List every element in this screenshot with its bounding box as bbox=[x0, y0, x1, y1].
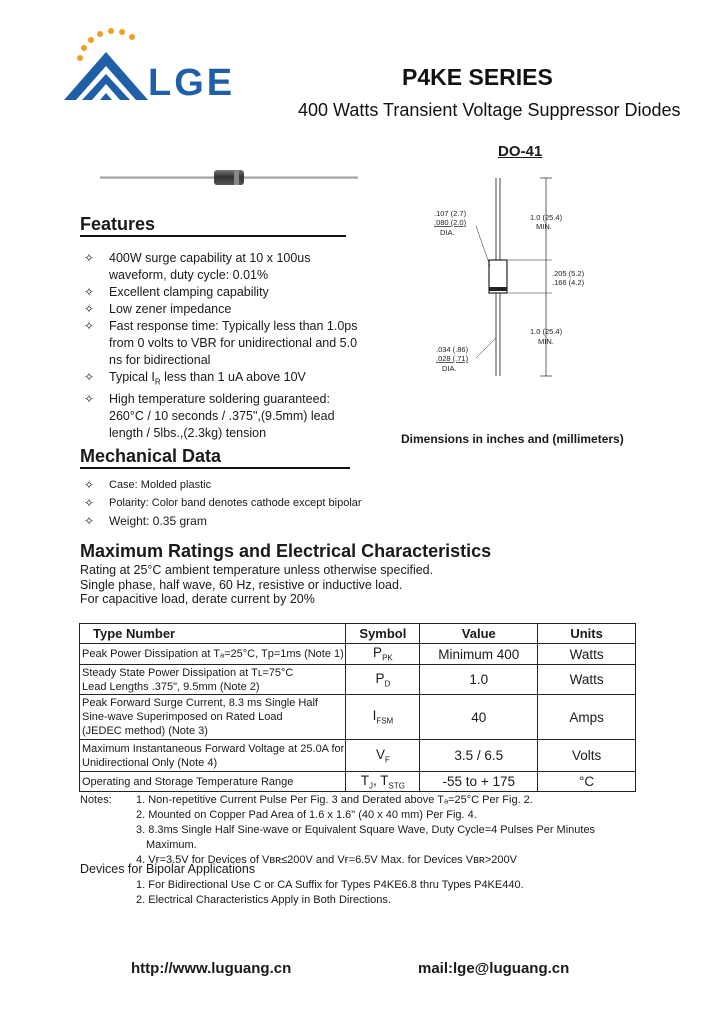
row-unit: Amps bbox=[538, 695, 636, 740]
note-item: 2. Mounted on Copper Pad Area of 1.6 x 1.6" (40 x 40 mm) Per Fig. 4. bbox=[136, 809, 477, 821]
bipolar-item: 2. Electrical Characteristics Apply in Both Directions. bbox=[136, 893, 391, 906]
row-unit: Watts bbox=[538, 665, 636, 695]
row-description: Steady State Power Dissipation at Tʟ=75°C Lead Lengths .375", 9.5mm (Note 2) bbox=[80, 665, 346, 695]
row-value: 40 bbox=[420, 695, 538, 740]
rating-line: Single phase, half wave, 60 Hz, resistive or inductive load. bbox=[80, 577, 403, 592]
table-row bbox=[80, 695, 636, 740]
note-item: 1. Non-repetitive Current Pulse Per Fig. 3 and Derated above Tₐ=25°C Per Fig. 2. bbox=[136, 794, 533, 806]
rating-line: For capacitive load, derate current by 20% bbox=[80, 592, 315, 606]
feature-item: ✧ Low zener impedance bbox=[84, 302, 232, 316]
row-value: 1.0 bbox=[420, 665, 538, 695]
dim-body-len-top: .205 (5.2) bbox=[552, 269, 585, 278]
mechanical-item: ✧ Case: Molded plastic bbox=[84, 478, 212, 492]
notes-label: Notes: bbox=[80, 794, 112, 806]
row-value: Minimum 400 bbox=[420, 644, 538, 665]
feature-item: ✧ High temperature soldering guaranteed: 260°C / 10 seconds / .375",(9.5mm) lead length / 5lbs.,(2.3kg) tension bbox=[84, 391, 335, 440]
features-list bbox=[84, 250, 364, 442]
feature-item: ✧ Fast response time: Typically less than 1.0ps from 0 volts to VBR for unidirectional and 5.0 ns for bidirectional bbox=[84, 319, 358, 367]
diamond-bullet-icon: ✧ bbox=[84, 251, 95, 265]
mechanical-list bbox=[84, 476, 384, 530]
footer-website-link[interactable]: http://www.luguang.cn bbox=[131, 960, 292, 977]
dim-lead-len-bottom: 1.0 (25.4) bbox=[530, 327, 563, 336]
mechanical-item: ✧ Weight: 0.35 gram bbox=[84, 514, 207, 528]
diamond-bullet-icon: ✧ bbox=[84, 478, 95, 492]
dim-dia-label-bottom: DIA. bbox=[442, 364, 457, 373]
dim-wire-dia-bottom: .028 (.71) bbox=[436, 354, 469, 363]
dim-min-bottom: MIN. bbox=[538, 337, 554, 346]
dim-lead-dia-bottom: .080 (2.0) bbox=[434, 218, 467, 227]
dimension-caption: Dimensions in inches and (millimeters) bbox=[401, 432, 624, 446]
table-row bbox=[80, 665, 636, 695]
table-row bbox=[80, 772, 636, 792]
bipolar-item: 1. For Bidirectional Use C or CA Suffix for Types P4KE6.8 thru Types P4KE440. bbox=[136, 879, 524, 891]
row-description: Peak Forward Surge Current, 8.3 ms Single Half Sine-wave Superimposed on Rated Load (JEDEC method) (Note 3) bbox=[80, 695, 346, 740]
table-header-row bbox=[80, 624, 636, 644]
note-item: 3. 8.3ms Single Half Sine-wave or Equivalent Square Wave, Duty Cycle=4 Pulses Per Minutes bbox=[136, 824, 596, 836]
row-symbol: $I_{FSM}$ bbox=[346, 695, 420, 740]
brand-name: LGE bbox=[148, 62, 236, 104]
feature-item: ✧ 400W surge capability at 10 x 100us waveform, duty cycle: 0.01% bbox=[84, 251, 311, 282]
rating-conditions bbox=[80, 563, 433, 607]
dim-wire-dia-top: .034 (.86) bbox=[436, 345, 469, 354]
dim-lead-dia-top: .107 (2.7) bbox=[434, 209, 467, 218]
ratings-title: Maximum Ratings and Electrical Characteristics bbox=[80, 541, 492, 561]
col-header-type: Type Number bbox=[80, 624, 346, 644]
col-header-symbol: Symbol bbox=[346, 624, 420, 644]
diamond-bullet-icon: ✧ bbox=[84, 496, 95, 510]
note-item: 4. Vғ=3.5V for Devices of Vʙʀ≤200V and Vғ=6.5V Max. for Devices Vʙʀ>200V bbox=[136, 854, 517, 866]
feature-item: ✧ Excellent clamping capability bbox=[84, 285, 269, 299]
row-symbol: $V_F$ bbox=[346, 740, 420, 772]
diamond-bullet-icon: ✧ bbox=[84, 370, 95, 384]
row-description: Maximum Instantaneous Forward Voltage at 25.0A for Unidirectional Only (Note 4) bbox=[80, 740, 346, 772]
row-symbol: $T_J$, $T_{STG}$ bbox=[346, 772, 420, 792]
do41-dimension-drawing bbox=[420, 168, 585, 383]
features-rule bbox=[80, 235, 346, 237]
row-description: Peak Power Dissipation at Tₐ=25°C, Tp=1ms (Note 1) bbox=[80, 644, 346, 665]
note-item: Maximum. bbox=[146, 839, 197, 851]
dim-lead-len-top: 1.0 (25.4) bbox=[530, 213, 563, 222]
ratings-table bbox=[79, 623, 636, 792]
diamond-bullet-icon: ✧ bbox=[84, 302, 95, 316]
diamond-bullet-icon: ✧ bbox=[84, 391, 95, 406]
dim-body-len-bottom: .166 (4.2) bbox=[552, 278, 585, 287]
diamond-bullet-icon: ✧ bbox=[84, 319, 95, 333]
mechanical-title: Mechanical Data bbox=[80, 446, 222, 466]
series-title: P4KE SERIES bbox=[402, 64, 553, 90]
row-unit: °C bbox=[538, 772, 636, 792]
bipolar-title: Devices for Bipolar Applications bbox=[80, 862, 256, 876]
dim-dia-label-top: DIA. bbox=[440, 228, 455, 237]
feature-item: ✧ Typical $I_R$ less than 1 uA above 10V bbox=[84, 370, 306, 387]
package-label: DO-41 bbox=[498, 143, 543, 160]
row-value: -55 to + 175 bbox=[420, 772, 538, 792]
features-title: Features bbox=[80, 214, 156, 234]
diamond-bullet-icon: ✧ bbox=[84, 285, 95, 299]
footer-email-link[interactable]: mail:lge@luguang.cn bbox=[418, 960, 570, 977]
row-unit: Watts bbox=[538, 644, 636, 665]
col-header-units: Units bbox=[538, 624, 636, 644]
table-row bbox=[80, 644, 636, 665]
diamond-bullet-icon: ✧ bbox=[84, 514, 95, 528]
dim-min-top: MIN. bbox=[536, 222, 552, 231]
row-unit: Volts bbox=[538, 740, 636, 772]
series-subtitle: 400 Watts Transient Voltage Suppressor Diodes bbox=[298, 100, 681, 120]
mechanical-rule bbox=[80, 467, 350, 469]
table-row bbox=[80, 740, 636, 772]
col-header-value: Value bbox=[420, 624, 538, 644]
row-symbol: $P_{PK}$ bbox=[346, 644, 420, 665]
rating-line: Rating at 25°C ambient temperature unless otherwise specified. bbox=[80, 563, 434, 577]
row-description: Operating and Storage Temperature Range bbox=[80, 772, 346, 792]
row-value: 3.5 / 6.5 bbox=[420, 740, 538, 772]
bipolar-list bbox=[136, 878, 524, 907]
mechanical-item: ✧ Polarity: Color band denotes cathode except bipolar bbox=[84, 496, 362, 510]
diode-image bbox=[100, 166, 358, 190]
row-symbol: $P_D$ bbox=[346, 665, 420, 695]
